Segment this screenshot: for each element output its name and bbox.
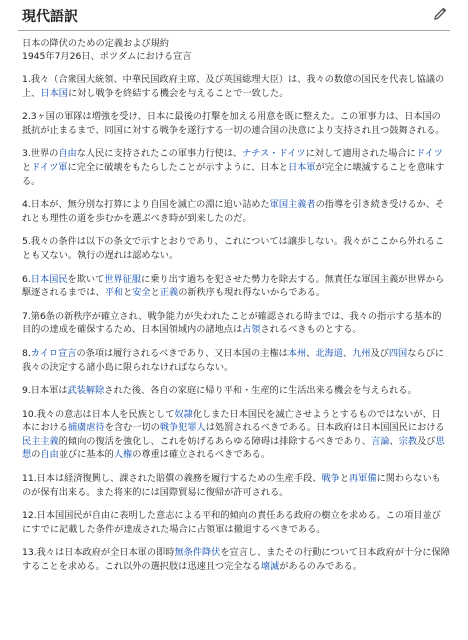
wiki-link[interactable]: カイロ宣言 (30, 347, 77, 359)
paragraph-text: された後、各自の家庭に帰り平和・生産的に生活出来る機会を与えられる。 (104, 385, 417, 397)
paragraph-text: 並びに基本的 (58, 449, 114, 461)
paragraph-text: の尊重は確立されるべきである。 (132, 449, 271, 461)
article-paragraph (22, 546, 450, 573)
wiki-link[interactable]: 民主主義 (22, 435, 59, 447)
wiki-link[interactable]: 自由 (40, 449, 59, 461)
paragraph-text: があるのみである。 (279, 561, 362, 573)
wiki-link[interactable]: 北海道 (315, 347, 343, 359)
paragraph-text: 及び (417, 435, 436, 447)
paragraph-text: 、 (342, 347, 353, 359)
wiki-link[interactable]: 戦争 (321, 473, 340, 485)
article-paragraph (22, 235, 450, 262)
wiki-link[interactable]: 正義 (159, 287, 179, 299)
wiki-link[interactable]: 軍国主義者 (269, 199, 316, 211)
paragraph-text: の指導を引き続き受けるか、それとも理性の道を歩むかを選ぶべき時が到来したのだ。 (22, 199, 445, 224)
article-paragraphs (18, 73, 450, 574)
paragraph-text: 、 (306, 347, 316, 359)
paragraph-text: に対し戦争を終結する機会を与えることで一致した。 (67, 87, 289, 99)
paragraph-text: 10.我々の意志は日本人を民族として (22, 408, 175, 420)
wiki-link[interactable]: 九州 (352, 347, 371, 359)
article-paragraph (22, 310, 450, 337)
paragraph-text: 11.日本は経済復興し、課された賠償の義務を履行するための生産手段、 (22, 473, 322, 485)
paragraph-text: 2.3ヶ国の軍隊は増強を受け、日本に最後の打撃を加える用意を既に整えた。この軍事力は、日本国の抵抗が止まるまで、同国に対する戦争を遂行する一切の連合国の決意により支持され且つ鼓舞される。 (22, 111, 445, 136)
paragraph-text: の (31, 449, 41, 461)
article-paragraph (22, 273, 450, 300)
paragraph-text: が完全に壊滅することを意味する。 (22, 161, 445, 187)
wiki-link[interactable]: 思想 (22, 435, 445, 461)
wiki-link[interactable]: ドイツ軍 (31, 161, 68, 173)
paragraph-text: されるべきものとする。 (260, 324, 362, 336)
paragraph-text: は処罰されるべきである。日本政府は日本国国民における (205, 422, 445, 434)
wiki-link[interactable]: 世界征服 (104, 273, 142, 285)
paragraph-text: ならびに我々の決定する諸小島に限られなければならない。 (22, 347, 444, 373)
paragraph-text: 、 (389, 435, 399, 447)
article-paragraph (22, 384, 450, 398)
wiki-link[interactable]: 占領 (242, 324, 261, 336)
wiki-link[interactable]: ドイツ (415, 148, 443, 160)
paragraph-text: 9.日本軍は (22, 385, 68, 397)
wiki-link[interactable]: 壊滅 (260, 561, 280, 573)
paragraph-text: 的傾向の復活を強化し、これを妨げるあらゆる障碍は排除するべきであり、 (58, 435, 372, 447)
intro-line-1: 日本の降伏のための定義および規約 (22, 38, 169, 49)
article-paragraph (22, 110, 450, 137)
paragraph-text: に乗り出す過ちを犯させた勢力を除去する。無責任な軍国主義が世界から駆逐されるまでは、 (22, 273, 445, 299)
wiki-link[interactable]: 日本国 (40, 87, 68, 99)
wiki-link[interactable]: 捕虜虐待 (67, 422, 105, 434)
intro-block (18, 37, 450, 63)
paragraph-text: な人民に支持されたこの軍事力行使は、 (76, 148, 243, 160)
paragraph-text: 1.我々（合衆国大統領、中華民国政府主席、及び英国総理大臣）は、我々の数億の国民を代表し協議の上、 (22, 74, 445, 99)
paragraph-text: を欺いて (67, 273, 105, 285)
paragraph-text: と (339, 473, 349, 485)
paragraph-text: 6. (22, 273, 31, 285)
article-paragraph (22, 408, 450, 462)
intro-line-2: 1945年7月26日、ポツダムにおける宣言 (22, 51, 192, 62)
wiki-link[interactable]: ナチス・ドイツ (242, 148, 306, 160)
wiki-link[interactable]: 無条件降伏 (174, 547, 221, 559)
paragraph-text: 13.我々は日本政府が全日本軍の即時 (22, 547, 175, 559)
pencil-icon-glyph (432, 6, 448, 22)
paragraph-text: と (123, 287, 133, 299)
wiki-link[interactable]: 人権 (113, 449, 133, 461)
paragraph-text: 4.日本が、無分別な打算により自国を滅亡の淵に追い詰めた (22, 199, 270, 211)
wiki-link[interactable]: 再軍備 (349, 473, 377, 485)
section-title: 現代語訳 (22, 9, 78, 25)
paragraph-text: を宣言し、またその行動について日本政府が十分に保障することを求める。これ以外の選択肢は迅速且つ完全なる (22, 547, 450, 573)
paragraph-text: 7.第6条の新秩序が確立され、戦争能力が失われたことが確認される時までは、我々の指示する基本的目的の達成を確保するため、日本国領域内の諸地点は (22, 310, 442, 336)
wiki-link[interactable]: 宗教 (398, 435, 418, 447)
article-paragraph (22, 347, 450, 374)
paragraph-text: 3.世界の (22, 148, 59, 160)
wiki-link[interactable]: 四国 (388, 347, 408, 359)
paragraph-text: 8. (22, 347, 31, 359)
article-paragraph (22, 198, 450, 225)
paragraph-text: に対して適用された場合に (305, 148, 416, 160)
paragraph-text: を含む一切の (104, 422, 160, 434)
wiki-link[interactable]: 日本軍 (287, 161, 316, 173)
wiki-link[interactable]: 平和 (104, 287, 124, 299)
paragraph-text: に関わらないものが保有出来る。また将来的には国際貿易に復帰が許可される。 (22, 473, 441, 498)
paragraph-text: 5.我々の条件は以下の条文で示すとおりであり、これについては譲歩しない。我々がここから外れることも又ない。執行の遅れは認めない。 (22, 236, 445, 261)
paragraph-text: 12.日本国国民が自由に表明した意志による平和的傾向の責任ある政府の樹立を求める。この項目並びにすでに記載した条件が達成された場合に占領軍は撤退するべきである。 (22, 510, 441, 535)
paragraph-text: と (150, 287, 160, 299)
wiki-link[interactable]: 安全 (132, 287, 151, 299)
wiki-link[interactable]: 武装解除 (67, 385, 105, 397)
wiki-link[interactable]: 言論 (371, 435, 390, 447)
wiki-link[interactable]: 戦争犯罪人 (159, 422, 206, 434)
article-paragraph (22, 73, 450, 100)
article-paragraph (22, 509, 450, 536)
paragraph-text: と (22, 161, 32, 173)
wiki-link[interactable]: 奴隷 (174, 408, 193, 420)
pencil-icon[interactable] (432, 6, 448, 22)
paragraph-text: 化しまた日本国民を滅亡させようとするものではないが、日本における (22, 408, 441, 434)
paragraph-text: の条項は履行されるべきであり、又日本国の主権は (76, 347, 288, 359)
wiki-link[interactable]: 本州 (287, 347, 307, 359)
section-header (18, 0, 450, 31)
paragraph-text: 及び (370, 347, 389, 359)
article-paragraph (22, 147, 450, 188)
paragraph-text: に完全に破壊をもたらしたことが示すように、日本と (67, 161, 288, 173)
article-paragraph (22, 472, 450, 499)
wiki-link[interactable]: 日本国民 (30, 273, 68, 285)
paragraph-text: の新秩序も現れ得ないからである。 (178, 287, 326, 299)
wiki-link[interactable]: 自由 (58, 148, 77, 160)
